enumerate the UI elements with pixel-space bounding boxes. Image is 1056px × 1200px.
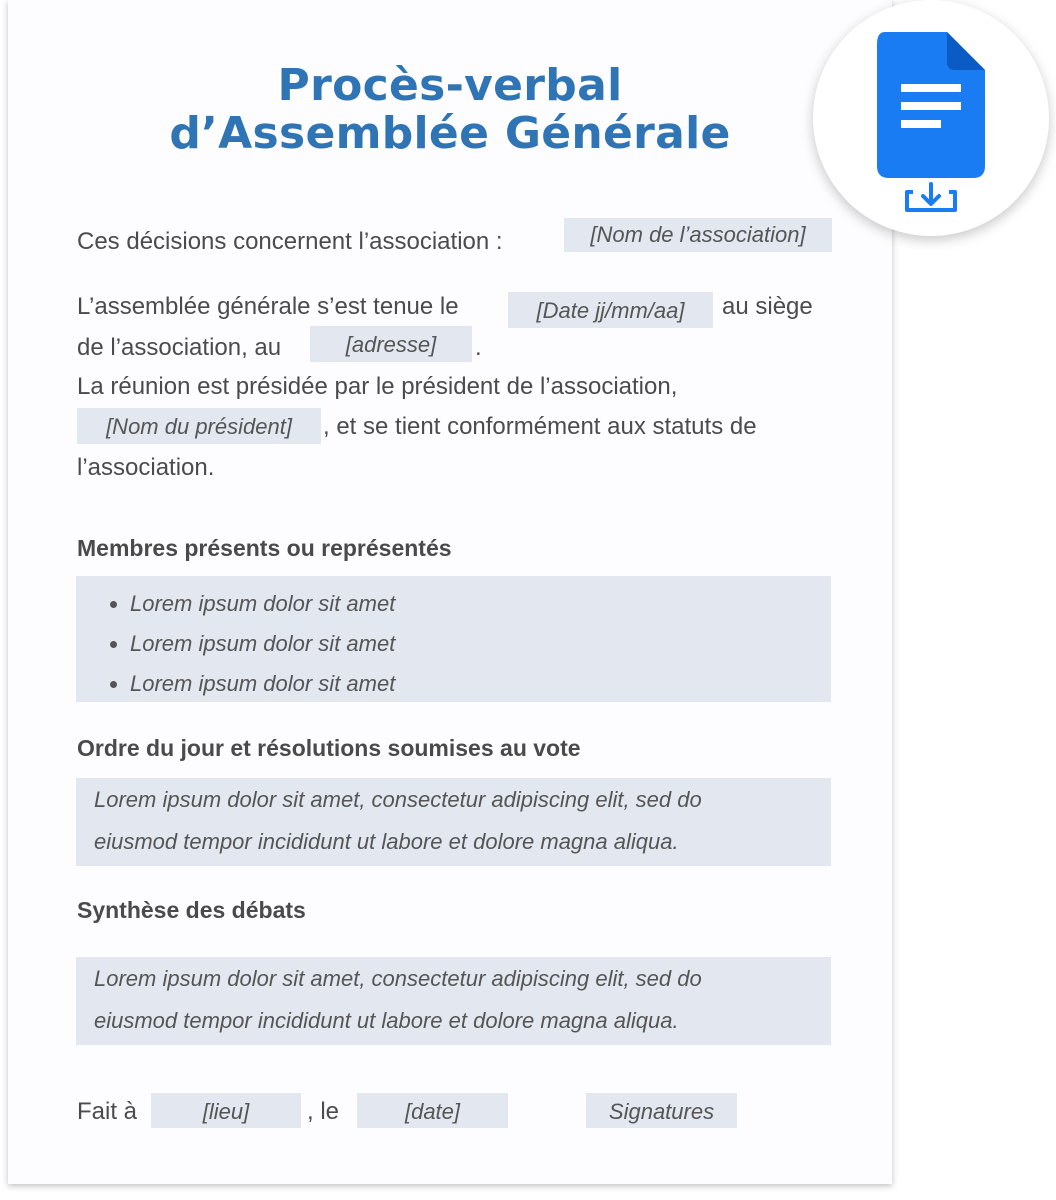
title-line-1: Procès-verbal <box>277 60 623 111</box>
google-docs-download-icon <box>813 0 1049 236</box>
list-item: • Lorem ipsum dolor sit amet <box>130 624 831 664</box>
members-heading: Membres présents ou représentés <box>77 535 452 561</box>
meeting-text-3: de l’association, au <box>77 334 282 361</box>
on-label: , le <box>307 1098 340 1125</box>
document-title <box>0 62 900 158</box>
meeting-text-2: au siège <box>722 293 813 320</box>
address-field[interactable]: [adresse] <box>310 326 472 362</box>
agenda-heading: Ordre du jour et résolutions soumises au vote <box>77 735 581 761</box>
agenda-line-2: eiusmod tempor incididunt ut labore et dolore magna aliqua. <box>94 829 679 854</box>
debates-line-2: eiusmod tempor incididunt ut labore et dolore magna aliqua. <box>94 1008 679 1033</box>
title-line-2: d’Assemblée Générale <box>169 108 731 159</box>
date-field[interactable]: [date] <box>357 1093 508 1128</box>
president-text-3: l’association. <box>77 454 215 481</box>
association-label: Ces décisions concernent l’association : <box>77 228 503 255</box>
meeting-text-1: L’assemblée générale s’est tenue le <box>77 293 459 320</box>
made-at-label: Fait à <box>77 1098 138 1125</box>
meeting-date-field[interactable]: [Date jj/mm/aa] <box>508 292 713 328</box>
president-text-2: , et se tient conformément aux statuts de <box>323 413 757 440</box>
debates-box[interactable] <box>76 957 831 1045</box>
agenda-line-1: Lorem ipsum dolor sit amet, consectetur adipiscing elit, sed do <box>94 787 702 812</box>
association-name-field[interactable]: [Nom de l’association] <box>564 218 832 252</box>
members-list <box>76 576 831 704</box>
president-text-1: La réunion est présidée par le président de l’association, <box>77 373 678 400</box>
list-item: • Lorem ipsum dolor sit amet <box>130 584 831 624</box>
agenda-box[interactable] <box>76 778 831 866</box>
list-item: • Lorem ipsum dolor sit amet <box>130 664 831 704</box>
debates-heading: Synthèse des débats <box>77 897 306 923</box>
signatures-field[interactable]: Signatures <box>586 1093 737 1128</box>
download-badge[interactable] <box>813 0 1049 236</box>
meeting-text-4: . <box>475 334 482 361</box>
debates-line-1: Lorem ipsum dolor sit amet, consectetur adipiscing elit, sed do <box>94 966 702 991</box>
members-box[interactable] <box>76 576 831 702</box>
place-field[interactable]: [lieu] <box>151 1093 301 1128</box>
president-name-field[interactable]: [Nom du président] <box>77 408 321 444</box>
